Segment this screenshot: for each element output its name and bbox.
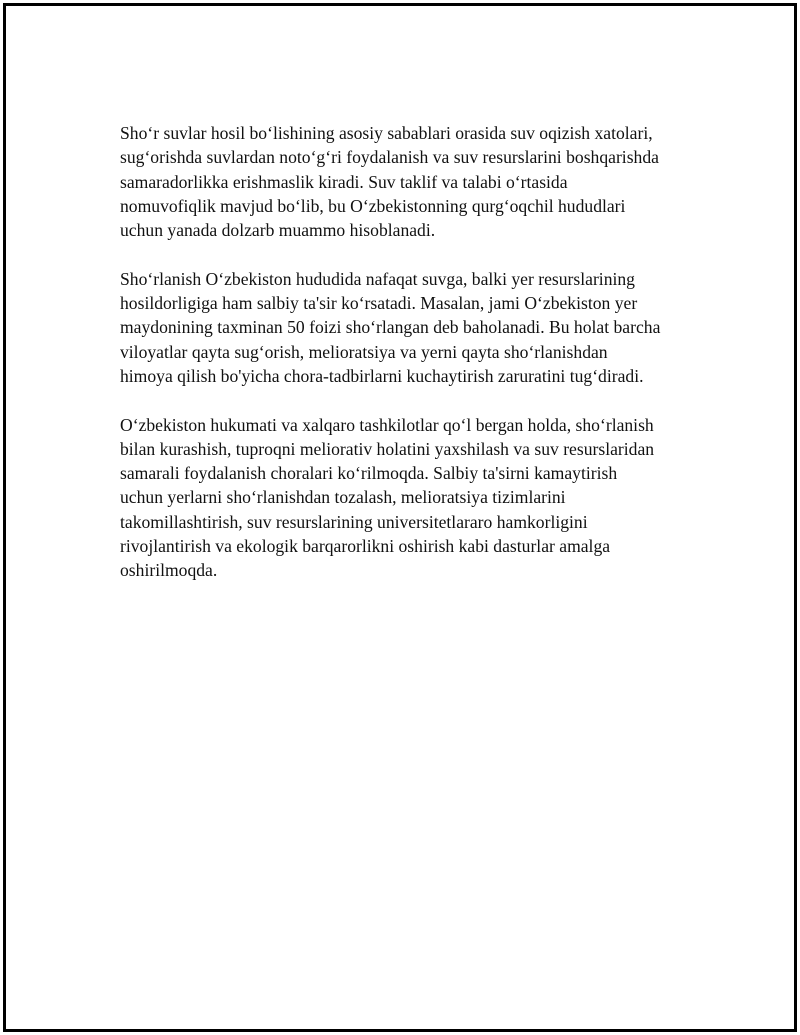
paragraph-3: O‘zbekiston hukumati va xalqaro tashkilotlar qo‘l bergan holda, sho‘rlanish bilan kurashish, tuproqni meliorativ holatini yaxshilash va suv resurslaridan samarali foydalanish choralari ko‘rilmoqda. Salbiy ta'sirni kamaytirish uchun yerlarni sho‘rlanishdan tozalash, melioratsiya tizimlarini takomillashtirish, suv resurslarining universitetlararo hamkorligini rivojlantirish va ekologik barqarorlikni oshirish kabi dasturlar amalga oshirilmoqda. xyxy=(120,414,655,581)
document-page xyxy=(3,3,797,1032)
document-body xyxy=(120,121,710,607)
paragraph-2: Sho‘rlanish O‘zbekiston hududida nafaqat suvga, balki yer resurslarining hosildorligiga ham salbiy ta'sir ko‘rsatadi. Masalan, jami O‘zbekiston yer maydonining taxminan 50 foizi sho‘rlangan deb baholanadi. Bu holat barcha viloyatlar qayta sug‘orish, melioratsiya va yerni qayta sho‘rlanishdan himoya qilish bo'yicha chora-tadbirlarni kuchaytirish zaruratini tug‘diradi. xyxy=(120,268,661,386)
paragraph-1: Sho‘r suvlar hosil bo‘lishining asosiy sabablari orasida suv oqizish xatolari, sug‘orishda suvlardan noto‘g‘ri foydalanish va suv resurslarini boshqarishda samaradorlikka erishmaslik kiradi. Suv taklif va talabi o‘rtasida nomuvofiqlik mavjud bo‘lib, bu O‘zbekistonning qurg‘oqchil hududlari uchun yanada dolzarb muammo hisoblanadi. xyxy=(120,123,659,241)
